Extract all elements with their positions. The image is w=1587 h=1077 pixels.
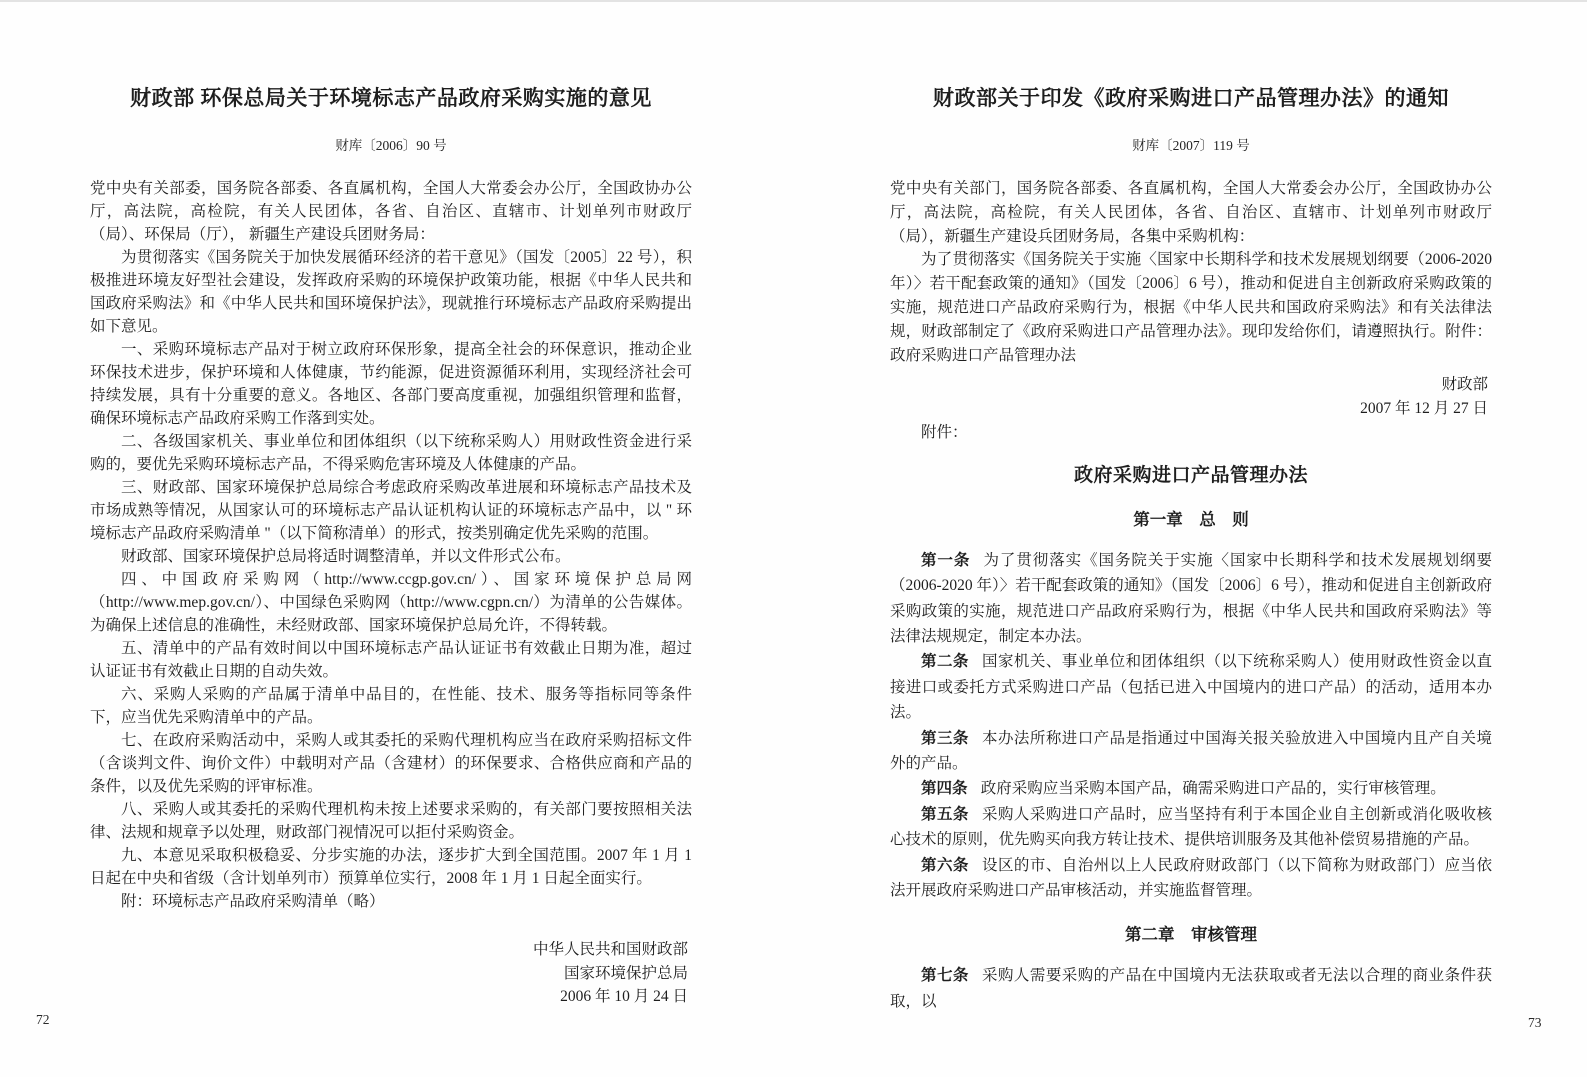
article-label: 第五条 bbox=[921, 805, 969, 823]
left-paragraph: 四、中国政府采购网（http://www.ccgp.gov.cn/）、国家环境保护总局网（http://www.mep.gov.cn/）、中国绿色采购网（http://www.cgpn.cn/）为清单的公告媒体。为确保上述信息的准确性，未经财政部、国家环境保护总局允许，不得转载。 bbox=[90, 571, 692, 634]
article-text: 采购人采购进口产品时，应当坚持有利于本国企业自主创新或消化吸收核心技术的原则，优先购买向我方转让技术、提供培训服务及其他补偿贸易措施的产品。 bbox=[890, 805, 1492, 849]
left-doc-number: 财库〔2006〕90 号 bbox=[335, 138, 447, 153]
chapter-1-heading: 第一章 总 则 bbox=[1133, 510, 1249, 529]
article-label: 第六条 bbox=[921, 856, 969, 874]
left-paragraph: 三、财政部、国家环境保护总局综合考虑政府采购改革进展和环境标志产品技术及市场成熟等情况，从国家认可的环境标志产品认证机构认证的环境标志产品中，以 " 环境标志产品政府采购清单 "（以下简称清单）的形式，按类别确定优先采购的范围。 bbox=[90, 479, 692, 542]
article bbox=[890, 649, 1492, 725]
right-signature-block bbox=[890, 373, 1492, 421]
article-text: 为了贯彻落实《国务院关于实施〈国家中长期科学和技术发展规划纲要（2006-2020 年）〉若干配套政策的通知》（国发〔2006〕6 号），推动和促进自主创新政府采购政策的实施，规范进口产品政府采购行为，根据《中华人民共和国政府采购法》等法律法规规定，制定本办法。 bbox=[890, 551, 1492, 645]
article-text: 采购人需要采购的产品在中国境内无法获取或者无法以合理的商业条件获取，以 bbox=[890, 967, 1492, 1010]
left-paragraph: 八、采购人或其委托的采购代理机构未按上述要求采购的，有关部门要按照相关法律、法规和规章予以处理，财政部门视情况可以拒付采购资金。 bbox=[90, 801, 692, 841]
right-page bbox=[890, 0, 1492, 1014]
article bbox=[890, 776, 1492, 801]
article-text: 设区的市、自治州以上人民政府财政部门（以下简称为财政部门）应当依法开展政府采购进口产品审核活动，并实施监督管理。 bbox=[890, 856, 1492, 900]
article bbox=[890, 726, 1492, 777]
page-number-right: 73 bbox=[1528, 1015, 1542, 1030]
signature-line: 财政部 bbox=[1441, 376, 1488, 394]
right-page-title: 财政部关于印发《政府采购进口产品管理办法》的通知 bbox=[933, 86, 1449, 110]
article bbox=[890, 548, 1492, 650]
article bbox=[890, 963, 1492, 1014]
articles-chapter-2 bbox=[890, 963, 1492, 1014]
left-paragraph: 六、采购人采购的产品属于清单中品目的，在性能、技术、服务等指标同等条件下，应当优先采购清单中的产品。 bbox=[90, 686, 692, 726]
left-page bbox=[90, 0, 692, 1009]
signature-date: 2006 年 10 月 24 日 bbox=[560, 988, 688, 1005]
article bbox=[890, 853, 1492, 904]
article-text: 本办法所称进口产品是指通过中国海关报关验放进入中国境内且产自关境外的产品。 bbox=[890, 729, 1492, 773]
article-label: 第七条 bbox=[921, 967, 969, 985]
signature-date: 2007 年 12 月 27 日 bbox=[1360, 400, 1488, 418]
page-number-left: 72 bbox=[36, 1012, 50, 1027]
right-salutation: 党中央有关部门，国务院各部委、各直属机构，全国人大常委会办公厅，全国政协办公厅，高法院，高检院，有关人民团体，各省、自治区、直辖市、计划单列市财政厅（局），新疆生产建设兵团财务局，各集中采购机构： bbox=[890, 180, 1492, 245]
signature-line: 中华人民共和国财政部 bbox=[532, 941, 688, 958]
article-label: 第二条 bbox=[921, 653, 969, 671]
left-salutation: 党中央有关部委，国务院各部委、各直属机构，全国人大常委会办公厅，全国政协办公厅，高法院，高检院，有关人民团体，各省、自治区、直辖市、计划单列市财政厅（局）、环保局（厅）， 新疆生产建设兵团财务局： bbox=[90, 180, 692, 243]
right-notice-body bbox=[890, 177, 1492, 1014]
left-paragraph: 财政部、国家环境保护总局将适时调整清单，并以文件形式公布。 bbox=[121, 548, 571, 565]
articles-chapter-1 bbox=[890, 548, 1492, 904]
measures-title: 政府采购进口产品管理办法 bbox=[1073, 465, 1308, 487]
left-paragraph: 二、各级国家机关、事业单位和团体组织（以下统称采购人）用财政性资金进行采购的，要优先采购环境标志产品，不得采购危害环境及人体健康的产品。 bbox=[90, 433, 692, 473]
chapter-2-heading: 第二章 审核管理 bbox=[1125, 926, 1257, 945]
article bbox=[890, 802, 1492, 853]
signature-line: 国家环境保护总局 bbox=[563, 964, 688, 982]
attachment-label: 附件： bbox=[921, 424, 968, 442]
article-label: 第四条 bbox=[921, 780, 968, 798]
article-label: 第三条 bbox=[921, 729, 969, 747]
left-attachment-note: 附：环境标志产品政府采购清单（略） bbox=[121, 893, 385, 910]
article-text: 政府采购应当采购本国产品，确需采购进口产品的，实行审核管理。 bbox=[980, 780, 1446, 798]
left-paragraph: 为贯彻落实《国务院关于加快发展循环经济的若干意见》（国发〔2005〕22 号），积极推进环境友好型社会建设，发挥政府采购的环境保护政策功能，根据《中华人民共和国政府采购法》和《中华人民共和国环境保护法》，现就推行环境标志产品政府采购提出如下意见。 bbox=[90, 249, 692, 335]
left-signature-block bbox=[90, 938, 692, 1009]
left-paragraph: 五、清单中的产品有效时间以中国环境标志产品认证证书有效截止日期为准，超过认证证书有效截止日期的自动失效。 bbox=[90, 640, 692, 680]
right-notice-paragraph: 为了贯彻落实《国务院关于实施〈国家中长期科学和技术发展规划纲要（2006-2020 年）〉若干配套政策的通知》（国发〔2006〕6 号），推动和促进自主创新政府采购政策的实施，规范进口产品政府采购行为，根据《中华人民共和国政府采购法》和有关法律法规，财政部制定了《政府采购进口产品管理办法》。现印发给你们，请遵照执行。附件：政府采购进口产品管理办法 bbox=[890, 251, 1492, 364]
article-label: 第一条 bbox=[921, 551, 971, 569]
left-paragraph: 九、本意见采取积极稳妥、分步实施的办法，逐步扩大到全国范围。2007 年 1 月 1 日起在中央和省级（含计划单列市）预算单位实行，2008 年 1 月 1 日起全面实行。 bbox=[90, 847, 692, 887]
article-text: 国家机关、事业单位和团体组织（以下统称采购人）使用财政性资金以直接进口或委托方式采购进口产品（包括已进入中国境内的进口产品）的活动，适用本办法。 bbox=[890, 653, 1492, 722]
left-page-title: 财政部 环保总局关于环境标志产品政府采购实施的意见 bbox=[130, 86, 652, 110]
left-page-body bbox=[90, 177, 692, 1009]
left-paragraph: 一、采购环境标志产品对于树立政府环保形象，提高全社会的环保意识，推动企业环保技术进步，保护环境和人体健康，节约能源，促进资源循环利用，实现经济社会可持续发展，具有十分重要的意义。各地区、各部门要高度重视，加强组织管理和监督，确保环境标志产品政府采购工作落到实处。 bbox=[90, 341, 692, 427]
left-paragraph: 七、在政府采购活动中，采购人或其委托的采购代理机构应当在政府采购招标文件（含谈判文件、询价文件）中载明对产品（含建材）的环保要求、合格供应商和产品的条件，以及优先采购的评审标准。 bbox=[90, 732, 692, 795]
right-doc-number: 财库〔2007〕119 号 bbox=[1132, 138, 1250, 153]
